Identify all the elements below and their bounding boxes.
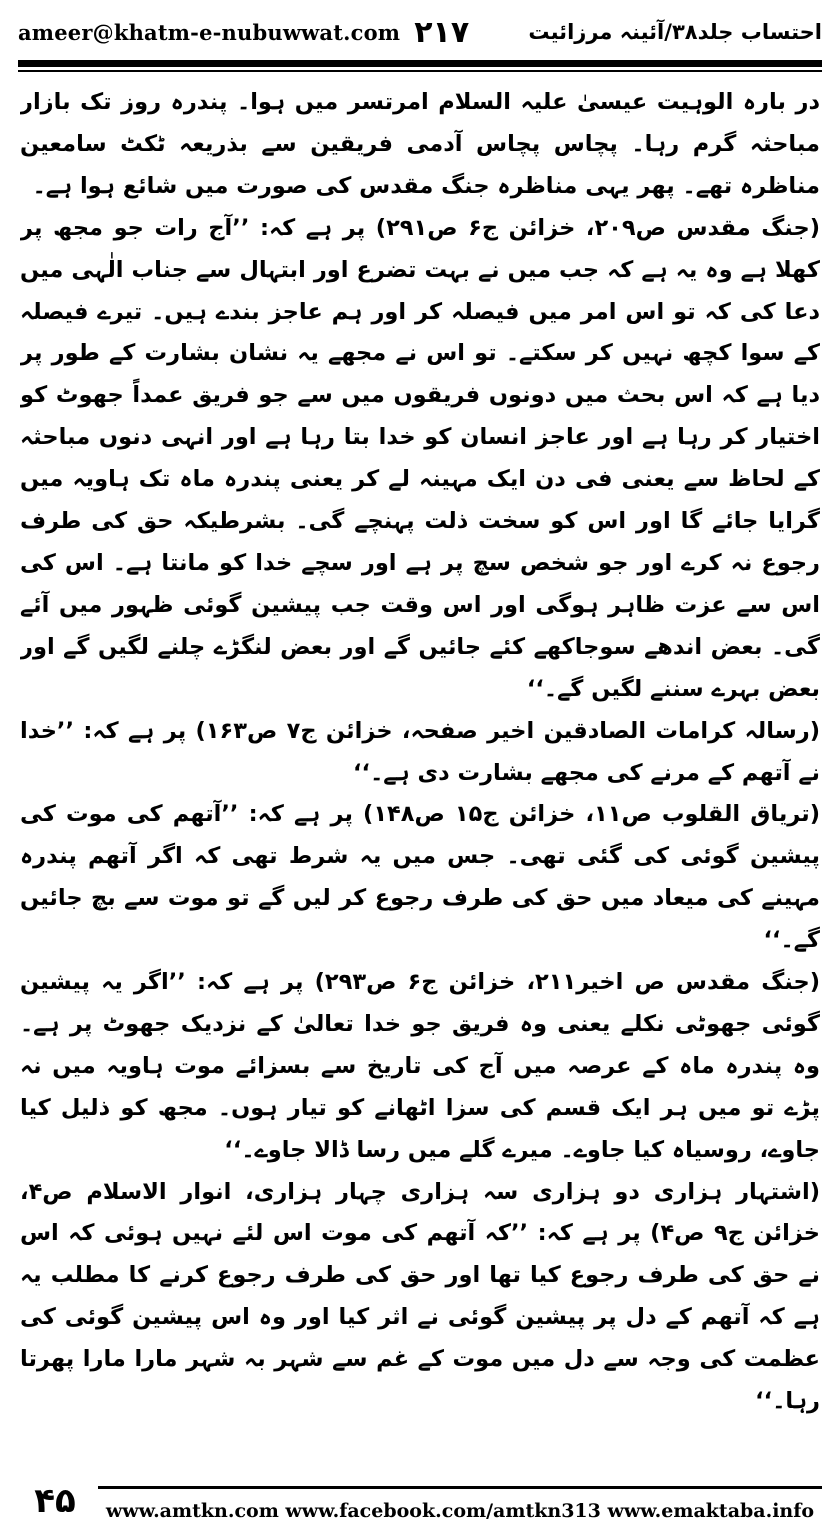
paragraph-2: (جنگ مقدس ص۲۰۹، خزائن ج۶ ص۲۹۱) پر ہے کہ: ’’آج رات جو مجھ پر کھلا ہے وہ یہ ہے کہ جب میں نے بہت تضرع اور ابتہال سے جناب الٰہی میں دعا کی کہ تو اس امر میں فیصلہ کر اور ہم عاجز بندے ہیں۔ تیرے فیصلہ کے سوا کچھ نہیں کر سکتے۔ تو اس نے مجھے یہ نشان بشارت کے طور پر دیا ہے کہ اس بحث میں دونوں فریقوں میں سے جو فریق عمداً جھوٹ کو اختیار کر رہا ہے اور عاجز انسان کو خدا بتا رہا ہے اور انہی دنوں مباحثہ کے لحاظ سے یعنی فی دن ایک مہینہ لے کر یعنی پندرہ ماہ تک ہاویہ میں گرایا جائے گا اور اس کو سخت ذلت پہنچے گی۔ بشرطیکہ حق کی طرف رجوع نہ کرے اور جو شخص سچ پر ہے اور سچے خدا کو مانتا ہے۔ اس کی اس سے عزت ظاہر ہوگی اور اس وقت جب پیشین گوئی ظہور میں آئے گی۔ بعض اندھے سوجاکھے کئے جائیں گے اور بعض لنگڑے چلنے لگیں گے اور بعض بہرے سننے لگیں گے۔‘‘ xyxy=(20,214,820,702)
paragraph-4: (تریاق القلوب ص۱۱، خزائن ج۱۵ ص۱۴۸) پر ہے کہ: ’’آتھم کی موت کی پیشین گوئی کی گئی تھی۔ جس میں یہ شرط تھی کہ اگر آتھم پندرہ مہینے کی میعاد میں حق کی طرف رجوع کر لیں گے تو موت سے بچ جائیں گے۔‘‘ xyxy=(20,801,820,954)
page-footer xyxy=(18,1472,822,1530)
header-left xyxy=(18,15,469,50)
footer-page-number: ۴۵ xyxy=(34,1481,76,1521)
header-rule-thick xyxy=(18,60,822,67)
footer-links[interactable]: www.amtkn.com www.facebook.com/amtkn313 www.emaktaba.info xyxy=(105,1500,815,1522)
footer-rule xyxy=(98,1486,822,1489)
header-page-number: ۲۱۷ xyxy=(414,14,470,50)
page-content xyxy=(20,82,820,1460)
header-title: احتساب جلد۳۸/آئینہ مرزائیت xyxy=(528,20,822,44)
paragraph-1: در بارہ الوہیت عیسیٰ علیہ السلام امرتسر میں ہوا۔ پندرہ روز تک بازار مباحثہ گرم رہا۔ پچاس پچاس آدمی فریقین سے بذریعہ ٹکٹ سامعین مناظرہ تھے۔ پھر یہی مناظرہ جنگ مقدس کی صورت میں شائع ہوا ہے۔ xyxy=(20,89,820,199)
paragraph-3: (رسالہ کرامات الصادقین اخیر صفحہ، خزائن ج۷ ص۱۶۳) پر ہے کہ: ’’خدا نے آتھم کے مرنے کی مجھے بشارت دی ہے۔‘‘ xyxy=(20,717,820,786)
header-rule-thin xyxy=(18,70,822,72)
page-header xyxy=(18,8,822,56)
paragraph-6: (اشتہار ہزاری دو ہزاری سہ ہزاری چہار ہزاری، انوار الاسلام ص۴، خزائن ج۹ ص۴) پر ہے کہ: ’’کہ آتھم کی موت اس لئے نہیں ہوئی کہ اس نے حق کی طرف رجوع کیا تھا اور حق کی طرف رجوع کرنے کا مطلب یہ ہے کہ آتھم کے دل پر پیشین گوئی نے اثر کیا اور وہ اس پیشین گوئی کی عظمت کی وجہ سے دل میں موت کے غم سے شہر بہ شہر مارا مارا پھرتا رہا۔‘‘ xyxy=(20,1178,820,1415)
header-email[interactable]: ameer@khatm-e-nubuwwat.com xyxy=(18,19,401,45)
paragraph-5: (جنگ مقدس ص اخیر۲۱۱، خزائن ج۶ ص۲۹۳) پر ہے کہ: ’’اگر یہ پیشین گوئی جھوٹی نکلے یعنی وہ فریق جو خدا تعالیٰ کے نزدیک جھوٹ پر ہے۔ وہ پندرہ ماہ کے عرصہ میں آج کی تاریخ سے بسزائے موت ہاویہ میں نہ پڑے تو میں ہر ایک قسم کی سزا اٹھانے کو تیار ہوں۔ مجھ کو ذلیل کیا جاوے، روسیاہ کیا جاوے۔ میرے گلے میں رسا ڈالا جاوے۔‘‘ xyxy=(20,969,820,1163)
